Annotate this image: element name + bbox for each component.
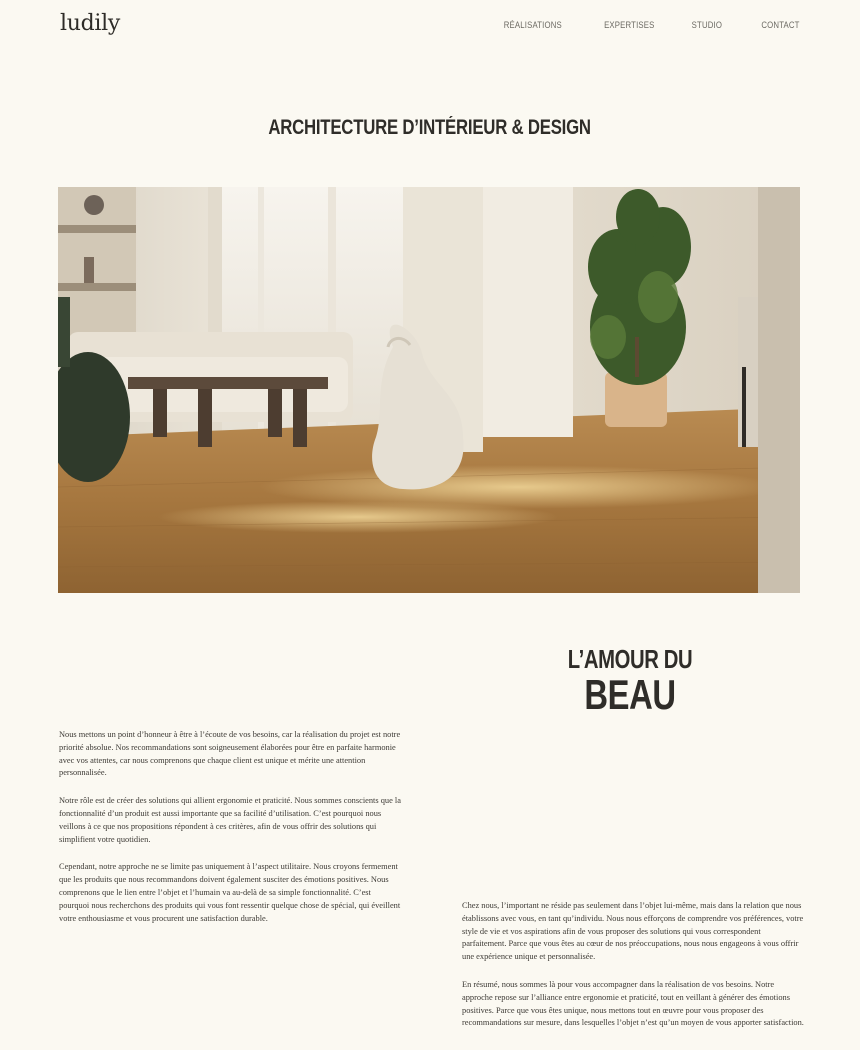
logo[interactable]: ludily [60, 11, 120, 36]
nav-realisations[interactable]: RÉALISATIONS [503, 20, 562, 31]
paragraph: Chez nous, l’important ne réside pas seulement dans l’objet lui-même, mais dans la relation que nous établissons avec vous, en tant qu’individu. Nous nous efforçons de comprendre vos préférences, votre style de vie et vos aspirations afin de vous proposer des solutions qui vous correspondent parfaitement. Parce que vous êtes au cœur de nos préoccupations, nous nous engageons à vous offrir une expérience unique et personnalisée. [462, 901, 804, 962]
section-heading [540, 644, 720, 719]
right-column [462, 900, 804, 1045]
left-column [59, 729, 401, 940]
heading-line-2: BEAU [584, 671, 676, 718]
hero-image [58, 187, 800, 593]
interior-photo-icon [58, 187, 800, 593]
paragraph: Nous mettons un point d’honneur à être à l’écoute de vos besoins, car la réalisation du projet est notre priorité absolue. Nos recommandations sont soigneusement élaborées pour être en parfaite harmonie avec vos attentes, car nous comprenons que chaque client est unique et mérite une attention personnalisée. [59, 730, 401, 778]
site-header [0, 0, 860, 52]
hero-title: ARCHITECTURE D’INTÉRIEUR & DESIGN [268, 116, 592, 139]
nav-expertises[interactable]: EXPERTISES [603, 20, 655, 31]
heading-line-1: L’AMOUR DU [567, 644, 693, 674]
paragraph: Cependant, notre approche ne se limite pas uniquement à l’aspect utilitaire. Nous croyons fermement que les produits que nous recommandons doivent également susciter des émotions positives. Nous comprenons que le lien entre l’objet et l’humain va au-delà de sa simple fonctionnalité. C’est pourquoi nous recherchons des produits qui vous font ressentir quelque chose de spécial, qui éveillent votre enthousiasme et vous procurent une satisfaction durable. [59, 862, 401, 923]
paragraph: Notre rôle est de créer des solutions qui allient ergonomie et praticité. Nous sommes conscients que la fonctionnalité d’un produit est aussi importante que sa facilité d’utilisation. C’est pourquoi nous veillons à ce que nos propositions répondent à ces critères, afin de vous offrir des solutions qui simplifient votre quotidien. [59, 796, 401, 844]
nav-contact[interactable]: CONTACT [761, 20, 800, 31]
main-nav [491, 20, 800, 31]
nav-studio[interactable]: STUDIO [691, 20, 723, 31]
paragraph: En résumé, nous sommes là pour vous accompagner dans la réalisation de vos besoins. Notre approche repose sur l’alliance entre ergonomie et praticité, tout en veillant à générer des émotions positives. Parce que vous êtes unique, nous mettons tout en œuvre pour vous proposer des recommandations sur mesure, dans lesquelles l’objet n’est qu’un moyen de vous apporter satisfaction. [462, 979, 804, 1028]
